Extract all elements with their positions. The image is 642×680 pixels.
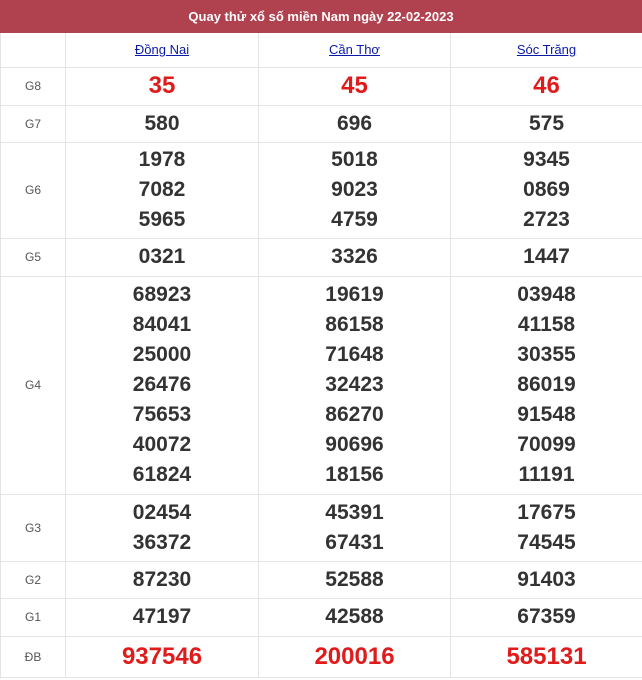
prize-number: 5965	[138, 208, 186, 231]
prize-label: G5	[1, 238, 66, 276]
prize-cell	[451, 142, 642, 238]
prize-number: 84041	[132, 313, 192, 336]
prize-number: 36372	[132, 530, 192, 554]
prize-label: G7	[1, 105, 66, 142]
prize-row	[1, 598, 642, 636]
prize-number: 7082	[138, 178, 186, 201]
prize-cell	[259, 238, 451, 276]
prize-number: 86270	[325, 403, 384, 426]
prize-cell	[66, 598, 259, 636]
prize-number: 02454	[132, 500, 192, 524]
prize-label: G8	[1, 67, 66, 105]
prize-number: 90696	[325, 433, 384, 456]
prize-cell	[66, 636, 259, 677]
prize-cell	[259, 494, 451, 561]
prize-number: 47197	[132, 605, 192, 628]
prize-cell	[259, 636, 451, 677]
prize-number: 11191	[518, 463, 575, 486]
prize-number: 30355	[517, 343, 576, 366]
prize-cell	[66, 105, 259, 142]
prize-number: 585131	[506, 642, 587, 670]
prize-number: 26476	[132, 373, 192, 396]
prize-number: 91403	[517, 567, 576, 591]
province-header-row	[1, 33, 642, 67]
prize-cell	[66, 238, 259, 276]
prize-number: 1447	[523, 245, 570, 268]
prize-row	[1, 142, 642, 238]
prize-cell	[451, 67, 642, 105]
prize-number: 18156	[325, 463, 384, 486]
prize-cell	[259, 561, 451, 598]
prize-row	[1, 105, 642, 142]
prize-label: ĐB	[1, 636, 66, 677]
prize-cell	[259, 105, 451, 142]
prize-number: 52588	[325, 567, 384, 591]
prize-number: 200016	[314, 642, 395, 670]
province-link-can-tho[interactable]: Cần Thơ	[329, 42, 380, 58]
prize-number: 2723	[523, 208, 570, 231]
prize-label: G6	[1, 142, 66, 238]
prize-cell	[66, 276, 259, 494]
prize-cell	[451, 494, 642, 561]
prize-number: 45391	[325, 500, 384, 524]
prize-label: G4	[1, 276, 66, 494]
prize-cell	[451, 561, 642, 598]
prize-cell	[451, 598, 642, 636]
prize-number: 25000	[132, 343, 192, 366]
prize-number: 580	[144, 111, 180, 135]
prize-cell	[451, 105, 642, 142]
prize-number: 71648	[325, 343, 384, 366]
prize-number: 696	[336, 111, 373, 135]
prize-column-header	[1, 33, 66, 67]
prize-number: 86158	[325, 313, 384, 336]
prize-cell	[259, 598, 451, 636]
prize-number: 19619	[325, 283, 384, 306]
province-link-soc-trang[interactable]: Sóc Trăng	[516, 42, 577, 58]
prize-number: 86019	[517, 373, 576, 396]
prize-number: 32423	[325, 373, 384, 396]
prize-label: G3	[1, 494, 66, 561]
prize-number: 70099	[517, 433, 576, 456]
prize-number: 0321	[138, 245, 186, 268]
prize-number: 03948	[517, 283, 576, 306]
prize-number: 0869	[523, 178, 570, 201]
prize-number: 61824	[132, 463, 192, 486]
prize-number: 40072	[132, 433, 192, 456]
prize-cell	[451, 238, 642, 276]
prize-cell	[66, 561, 259, 598]
prize-row	[1, 561, 642, 598]
prize-number: 42588	[325, 605, 384, 628]
prize-label: G2	[1, 561, 66, 598]
prize-number: 87230	[132, 567, 192, 591]
prize-number: 74545	[517, 530, 576, 554]
prize-number: 75653	[132, 403, 192, 426]
prize-number: 35	[148, 72, 176, 99]
prize-number: 575	[528, 111, 565, 135]
prize-row	[1, 636, 642, 677]
prize-cell	[451, 276, 642, 494]
prize-number: 9023	[331, 178, 378, 201]
prize-number: 9345	[523, 148, 570, 171]
prize-row	[1, 494, 642, 561]
results-title: Quay thử xổ số miền Nam ngày 22-02-2023	[0, 0, 642, 33]
prize-number: 91548	[517, 403, 576, 426]
prize-row	[1, 67, 642, 105]
prize-cell	[66, 67, 259, 105]
results-table	[0, 33, 642, 678]
prize-number: 5018	[331, 148, 378, 171]
prize-cell	[451, 636, 642, 677]
prize-cell	[259, 67, 451, 105]
prize-row	[1, 276, 642, 494]
prize-number: 68923	[132, 283, 192, 306]
prize-number: 41158	[517, 313, 576, 336]
prize-number: 46	[533, 72, 560, 99]
province-link-dong-nai[interactable]: Đồng Nai	[134, 42, 190, 58]
prize-number: 17675	[517, 500, 576, 524]
prize-cell	[66, 494, 259, 561]
prize-row	[1, 238, 642, 276]
prize-cell	[259, 276, 451, 494]
prize-number: 67359	[517, 605, 576, 628]
prize-label: G1	[1, 598, 66, 636]
prize-number: 937546	[121, 642, 203, 670]
prize-number: 45	[341, 72, 368, 99]
prize-number: 1978	[138, 148, 186, 171]
prize-cell	[66, 142, 259, 238]
prize-number: 67431	[325, 530, 384, 554]
prize-number: 4759	[331, 208, 378, 231]
prize-cell	[259, 142, 451, 238]
prize-number: 3326	[331, 245, 378, 268]
